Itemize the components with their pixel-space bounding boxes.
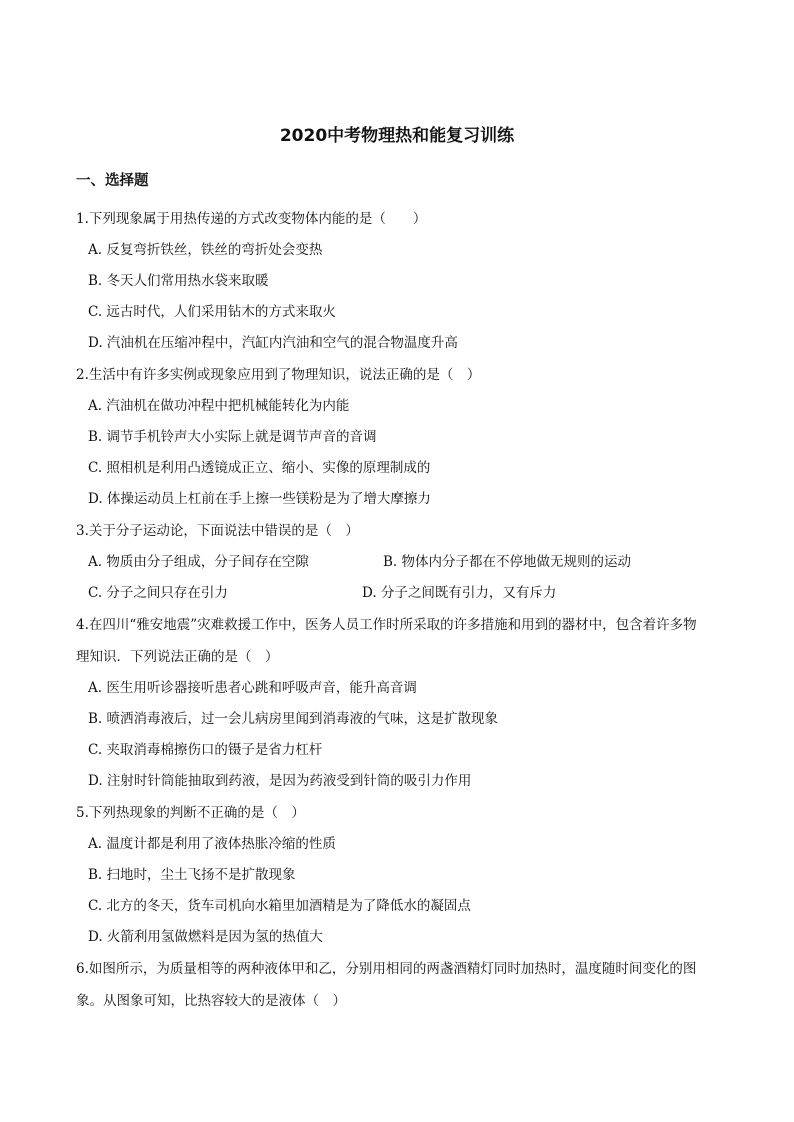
question-4-stem-line-1: 4.在四川“雅安地震”灾难救援工作中，医务人员工作时所采取的许多措施和用到的器材中，包含着许多物: [76, 617, 697, 633]
section-heading: 一、选择题: [76, 173, 149, 189]
question-4-option-a: A. 医生用听诊器接听患者心跳和呼吸声音，能升高音调: [88, 680, 417, 696]
question-4-option-b: B. 喷洒消毒液后，过一会儿病房里闻到消毒液的气味，这是扩散现象: [88, 711, 499, 727]
question-5-option-a: A. 温度计都是利用了液体热胀冷缩的性质: [88, 836, 336, 852]
question-1-stem: 1.下列现象属于用热传递的方式改变物体内能的是（ ）: [76, 211, 427, 227]
question-1-option-b: B. 冬天人们常用热水袋来取暖: [88, 273, 269, 289]
question-2-option-a: A. 汽油机在做功冲程中把机械能转化为内能: [88, 398, 350, 414]
question-5-stem: 5.下列热现象的判断不正确的是（ ）: [76, 805, 305, 821]
question-2-stem: 2.生活中有许多实例或现象应用到了物理知识，说法正确的是（ ）: [76, 367, 481, 383]
page-title: 2020中考物理热和能复习训练: [279, 126, 515, 146]
question-3-option-b: B. 物体内分子都在不停地做无规则的运动: [383, 554, 632, 570]
question-5-option-d: D. 火箭利用氢做燃料是因为氢的热值大: [88, 929, 323, 945]
question-3-option-a: A. 物质由分子组成，分子间存在空隙: [88, 554, 309, 570]
question-6-stem-line-2: 象。从图象可知，比热容较大的是液体（ ）: [76, 993, 346, 1009]
question-6-stem-line-1: 6.如图所示，为质量相等的两种液体甲和乙，分别用相同的两盏酒精灯同时加热时，温度随时间变化的图: [76, 961, 697, 977]
question-2-option-d: D. 体操运动员上杠前在手上擦一些镁粉是为了增大摩擦力: [88, 491, 431, 507]
question-5-option-c: C. 北方的冬天，货车司机向水箱里加酒精是为了降低水的凝固点: [88, 898, 471, 914]
question-4-option-d: D. 注射时针筒能抽取到药液，是因为药液受到针筒的吸引力作用: [88, 773, 472, 789]
question-3-stem: 3.关于分子运动论，下面说法中错误的是（ ）: [76, 523, 359, 539]
question-4-option-c: C. 夹取消毒棉擦伤口的镊子是省力杠杆: [88, 742, 323, 758]
question-1-option-c: C. 远古时代，人们采用钻木的方式来取火: [88, 304, 336, 320]
question-1-option-a: A. 反复弯折铁丝，铁丝的弯折处会变热: [88, 242, 323, 258]
question-2-option-b: B. 调节手机铃声大小实际上就是调节声音的音调: [88, 429, 377, 445]
question-4-stem-line-2: 理知识．下列说法正确的是（ ）: [76, 649, 279, 665]
question-3-option-c: C. 分子之间只存在引力: [88, 585, 228, 601]
question-3-option-d: D. 分子之间既有引力，又有斥力: [362, 585, 557, 601]
question-5-option-b: B. 扫地时，尘土飞扬不是扩散现象: [88, 867, 296, 883]
question-2-option-c: C. 照相机是利用凸透镜成正立、缩小、实像的原理制成的: [88, 460, 431, 476]
question-1-option-d: D. 汽油机在压缩冲程中，汽缸内汽油和空气的混合物温度升高: [88, 335, 458, 351]
